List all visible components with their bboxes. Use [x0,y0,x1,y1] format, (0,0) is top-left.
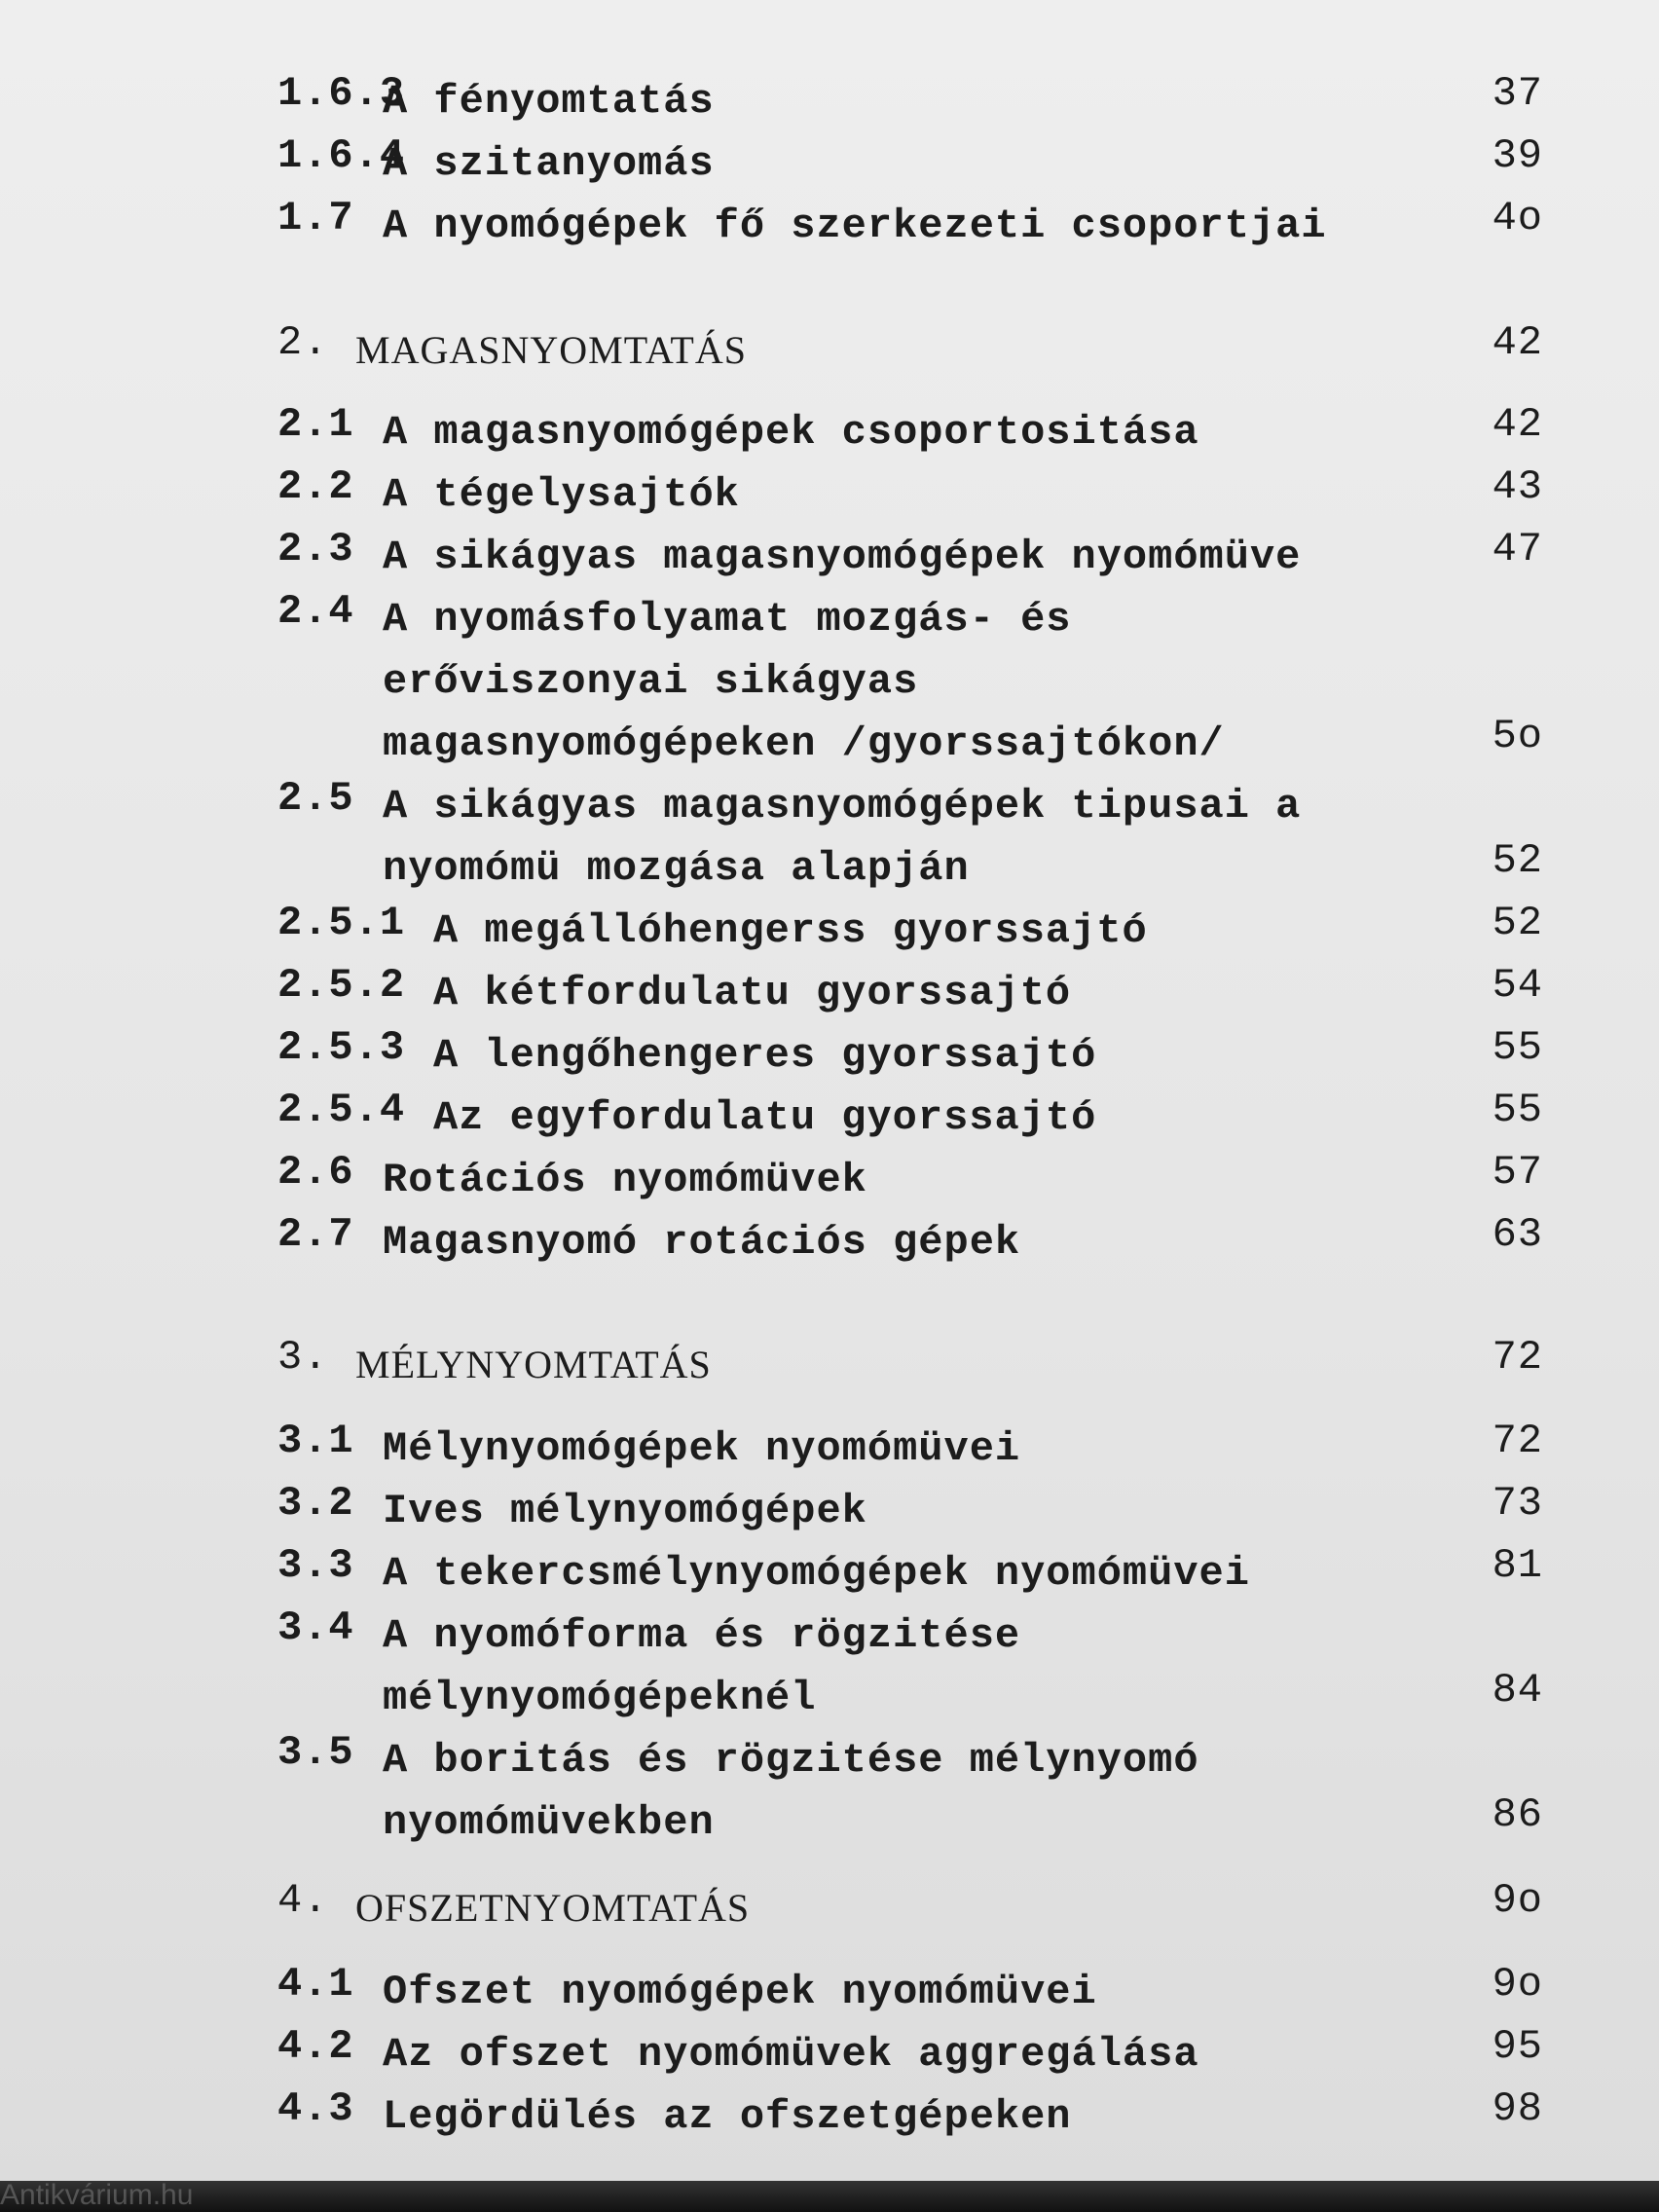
page-number: 84 [1492,1667,1543,1714]
section-title: A kétfordulatu gyorssajtó [433,970,1072,1016]
page-number: 42 [1492,401,1543,448]
section-title: Az egyfordulatu gyorssajtó [433,1094,1097,1141]
section-number: 3.2 [277,1480,354,1527]
page-number: 57 [1492,1149,1543,1196]
section-title: Ofszet nyomógépek nyomómüvei [383,1969,1097,2015]
page-number: 52 [1492,900,1543,946]
bottom-edge-strip [0,2181,1659,2212]
section-number: 2.5.3 [277,1024,406,1071]
section-title: Mélynyomógépek nyomómüvei [383,1425,1021,1472]
page-number: 72 [1492,1334,1543,1381]
page-number: 54 [1492,962,1543,1009]
page-number: 86 [1492,1791,1543,1838]
section-title: A nyomóforma és rögzitése mélynyomógépeknél [383,1612,1021,1721]
page-number: 63 [1492,1211,1543,1258]
section-number: 4. [277,1877,329,1924]
section-title: A sikágyas magasnyomógépek tipusai a nyomómü mozgása alapján [383,783,1302,892]
section-title: A sikágyas magasnyomógépek nyomómüve [383,534,1302,580]
section-number: 4.1 [277,1961,354,2008]
section-number: 4.3 [277,2085,354,2132]
section-title: MAGASNYOMTATÁS [355,328,747,372]
page-number: 55 [1492,1087,1543,1133]
section-title: A nyomógépek fő szerkezeti csoportjai [383,203,1327,249]
section-title: A megállóhengerss gyorssajtó [433,907,1148,954]
section-number: 2. [277,319,329,366]
section-number: 2.5.4 [277,1087,406,1133]
section-number: 3.4 [277,1604,354,1651]
section-title: MÉLYNYOMTATÁS [355,1343,712,1386]
section-title: A szitanyomás [383,140,715,187]
page-number: 4o [1492,195,1543,241]
section-number: 4.2 [277,2023,354,2070]
page-number: 72 [1492,1418,1543,1464]
section-number: 3. [277,1334,329,1381]
section-title: A nyomásfolyamat mozgás- és erőviszonyai sikágyas magasnyomógépeken /gyorssajtókon/ [383,596,1225,767]
page-number: 73 [1492,1480,1543,1527]
section-title: A fényomtatás [383,78,715,125]
section-title: OFSZETNYOMTATÁS [355,1886,751,1930]
section-title: A tekercsmélynyomógépek nyomómüvei [383,1550,1250,1597]
section-title: A lengőhengeres gyorssajtó [433,1032,1097,1079]
section-title: A tégelysajtók [383,471,740,518]
page-number: 37 [1492,70,1543,117]
section-number: 2.5.1 [277,900,406,946]
section-number: 1.7 [277,195,354,241]
section-number: 2.1 [277,401,354,448]
section-number: 2.7 [277,1211,354,1258]
section-number: 3.5 [277,1729,354,1776]
section-title: Legördülés az ofszetgépeken [383,2093,1072,2140]
page-number: 9o [1492,1961,1543,2008]
section-title: A boritás és rögzitése mélynyomó nyomómüvekben [383,1737,1199,1846]
page-number: 81 [1492,1542,1543,1589]
section-number: 2.2 [277,463,354,510]
page-number: 55 [1492,1024,1543,1071]
page-number: 52 [1492,837,1543,884]
section-number: 2.5.2 [277,962,406,1009]
page-number: 39 [1492,132,1543,179]
section-title: Ives mélynyomógépek [383,1488,867,1534]
section-number: 1.6.3 [277,70,406,117]
page-number: 95 [1492,2023,1543,2070]
section-number: 2.3 [277,526,354,572]
section-number: 2.5 [277,775,354,822]
page-number: 98 [1492,2085,1543,2132]
section-number: 2.6 [277,1149,354,1196]
section-number: 3.3 [277,1542,354,1589]
page-number: 43 [1492,463,1543,510]
page-number: 9o [1492,1877,1543,1924]
section-title: Az ofszet nyomómüvek aggregálása [383,2031,1199,2078]
section-title: Magasnyomó rotációs gépek [383,1219,1021,1266]
page-number: 42 [1492,319,1543,366]
section-title: Rotációs nyomómüvek [383,1157,867,1203]
page-number: 47 [1492,526,1543,572]
watermark-text: Antikvárium.hu [0,2179,194,2211]
page-number: 5o [1492,713,1543,759]
section-number: 3.1 [277,1418,354,1464]
section-title: A magasnyomógépek csoportositása [383,409,1199,456]
section-number: 1.6.4 [277,132,406,179]
section-number: 2.4 [277,588,354,635]
